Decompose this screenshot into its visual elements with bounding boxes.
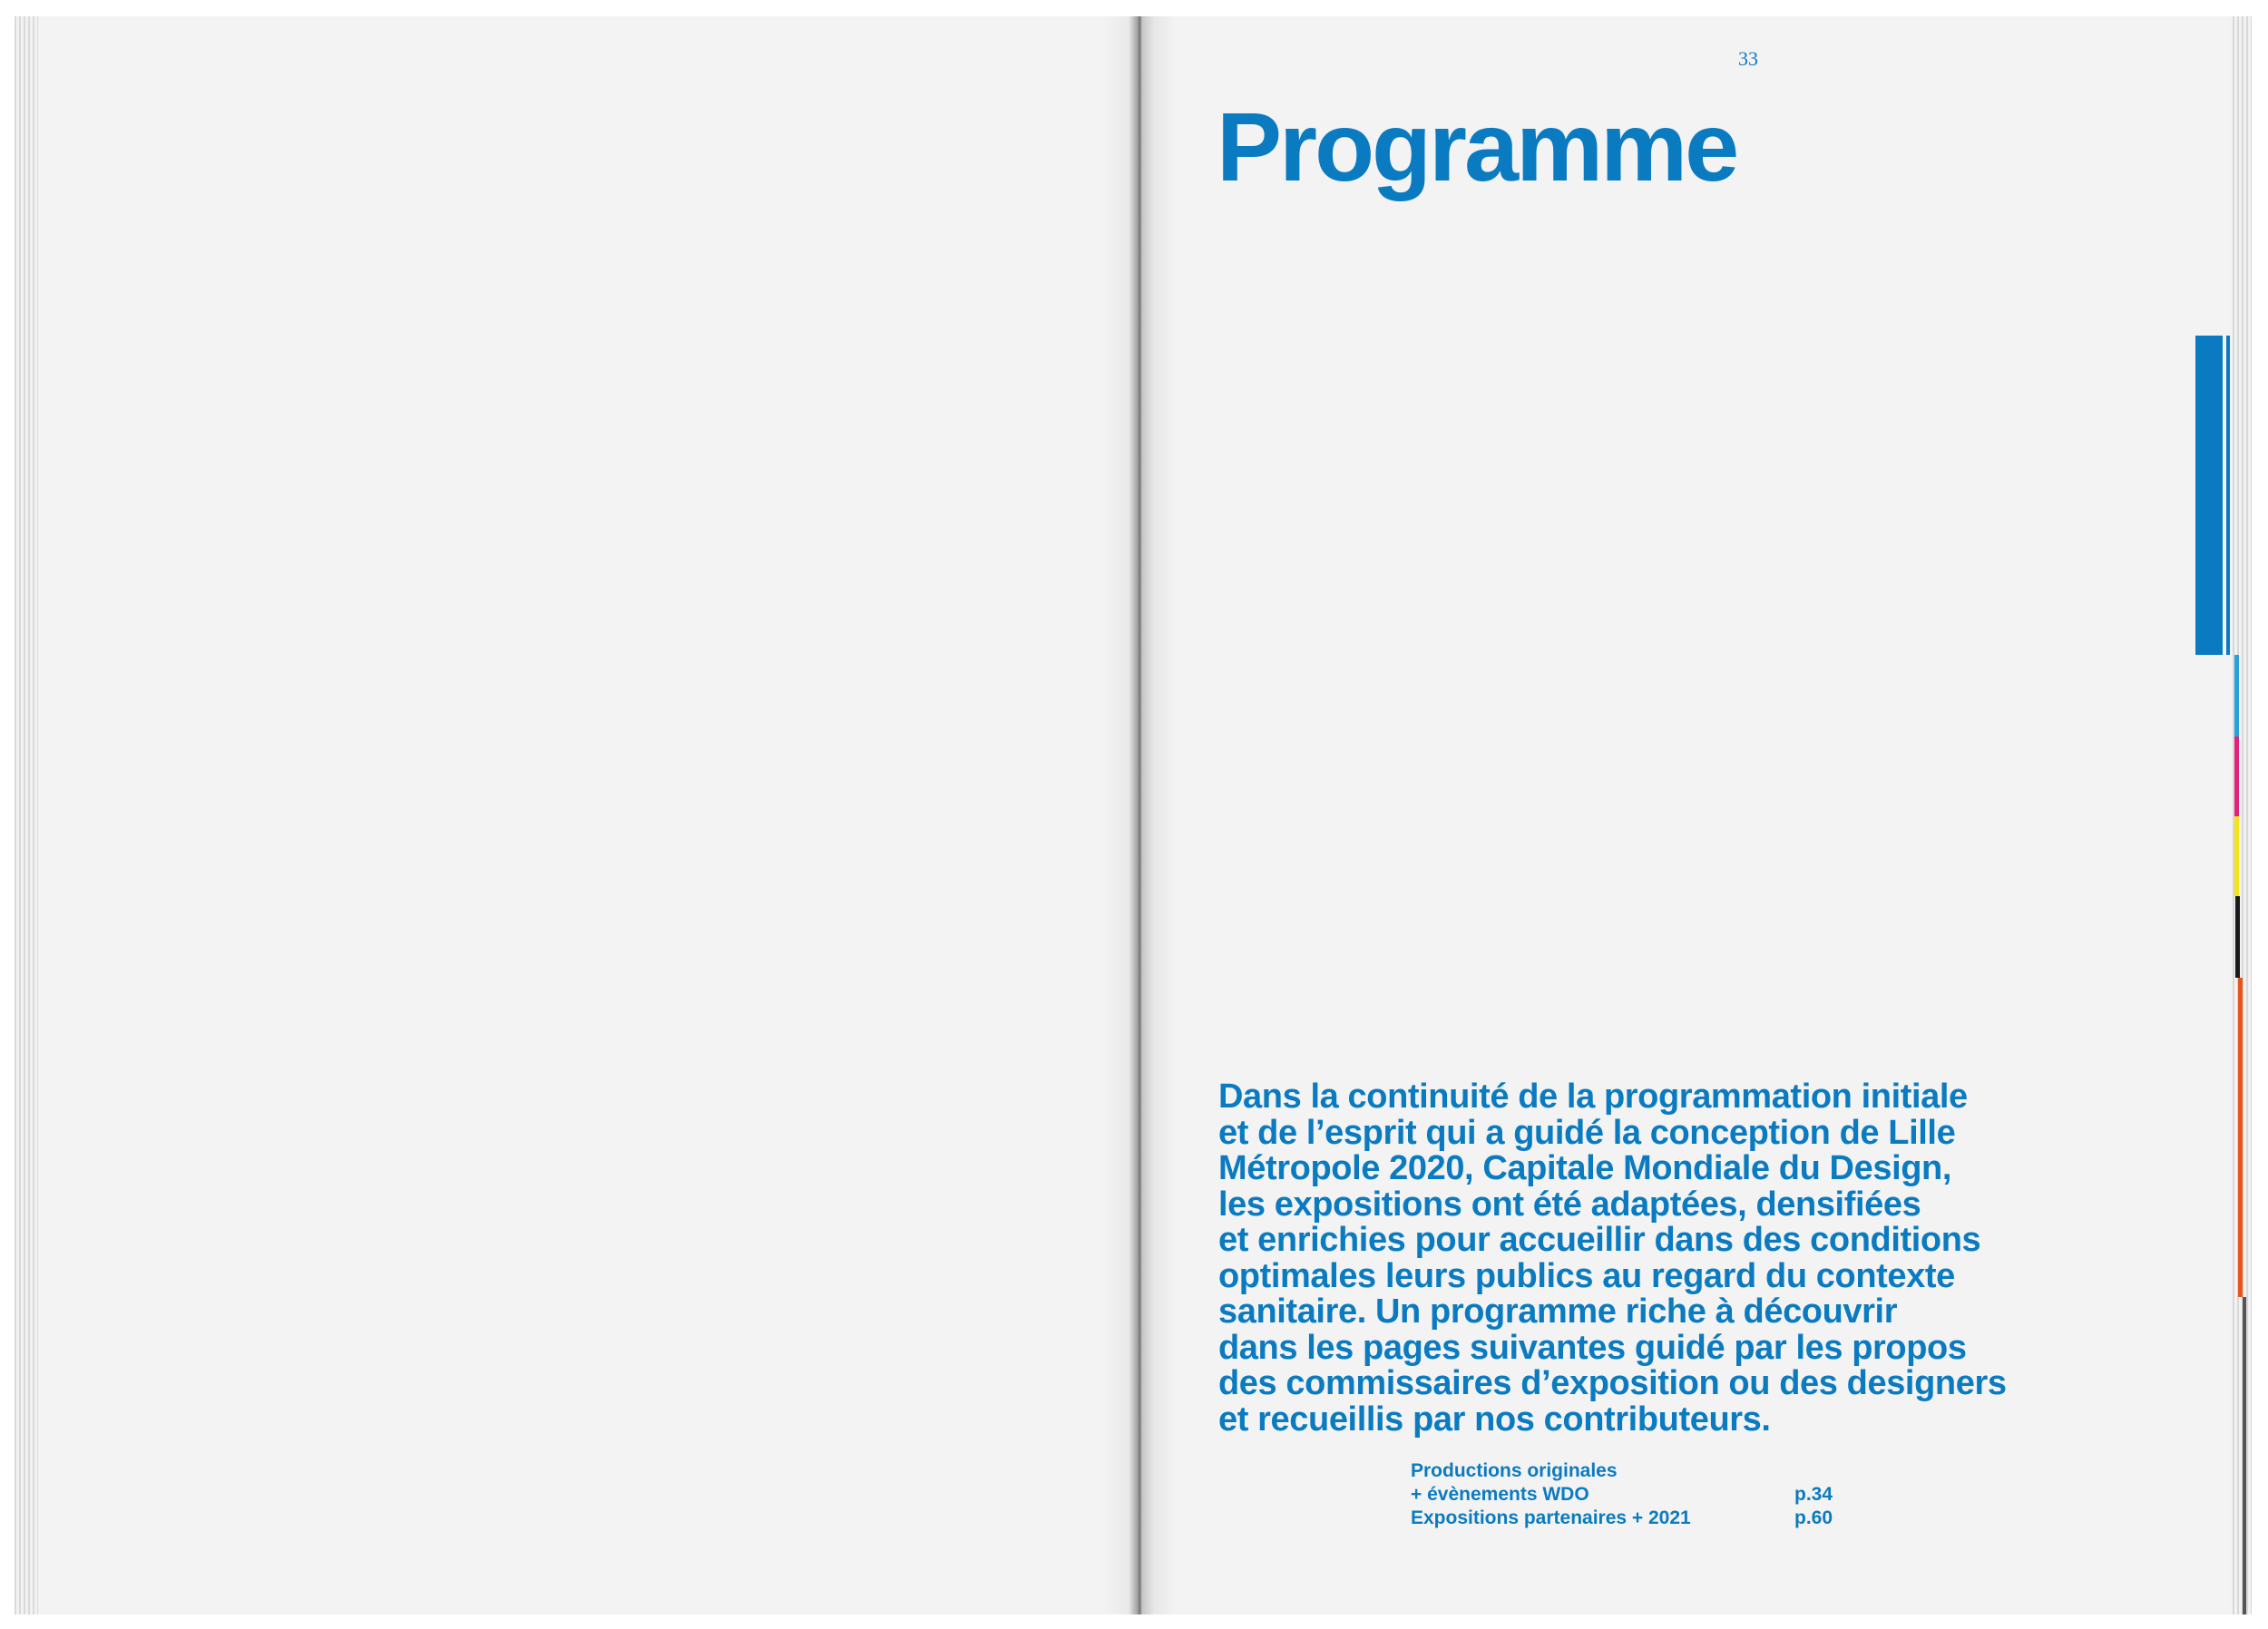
section-tab-programme	[2195, 336, 2223, 655]
body-line: dans les pages suivantes guidé par les propos	[1218, 1328, 1967, 1367]
section-tab-black	[2235, 896, 2240, 978]
page-number: 33	[1738, 47, 1758, 70]
toc-entry[interactable]	[1411, 1459, 1882, 1483]
intro-paragraph	[1218, 1079, 2071, 1438]
right-page-edges	[2230, 16, 2252, 1614]
table-of-contents	[1411, 1459, 1882, 1530]
body-line: sanitaire. Un programme riche à découvrir	[1218, 1292, 1898, 1331]
body-line: Dans la continuité de la programmation initiale	[1218, 1078, 1968, 1116]
toc-entry[interactable]	[1411, 1507, 1882, 1530]
body-line: optimales leurs publics au regard du contexte	[1218, 1256, 1955, 1295]
toc-entry-label: Productions originales	[1411, 1460, 1618, 1481]
section-tab-yellow	[2234, 816, 2239, 896]
toc-entry[interactable]	[1411, 1483, 1882, 1507]
page-title: Programme	[1217, 92, 1737, 201]
body-line: Métropole 2020, Capitale Mondiale du Design,	[1218, 1149, 1952, 1187]
left-page-edges	[15, 16, 38, 1614]
body-line: et enrichies pour accueillir dans des conditions	[1218, 1221, 1981, 1259]
toc-entry-label: Expositions partenaires + 2021	[1411, 1507, 1691, 1528]
book-gutter	[1103, 16, 1176, 1614]
section-tab-magenta	[2234, 736, 2239, 816]
section-tab-thin-blue	[2226, 336, 2230, 655]
section-tab-dark-grey	[2243, 1297, 2246, 1614]
toc-entry-page: p.60	[1794, 1507, 1833, 1528]
body-line: et de l’esprit qui a guidé la conception de Lille	[1218, 1113, 1956, 1152]
section-tab-light-blue	[2234, 655, 2239, 736]
body-line: les expositions ont été adaptées, densifiées	[1218, 1185, 1921, 1224]
body-line: et recueillis par nos contributeurs.	[1218, 1400, 1771, 1439]
section-tab-orange	[2238, 978, 2243, 1297]
toc-entry-page: p.34	[1794, 1484, 1833, 1505]
toc-entry-label: + évènements WDO	[1411, 1484, 1589, 1505]
body-line: des commissaires d’exposition ou des designers	[1218, 1364, 2007, 1402]
